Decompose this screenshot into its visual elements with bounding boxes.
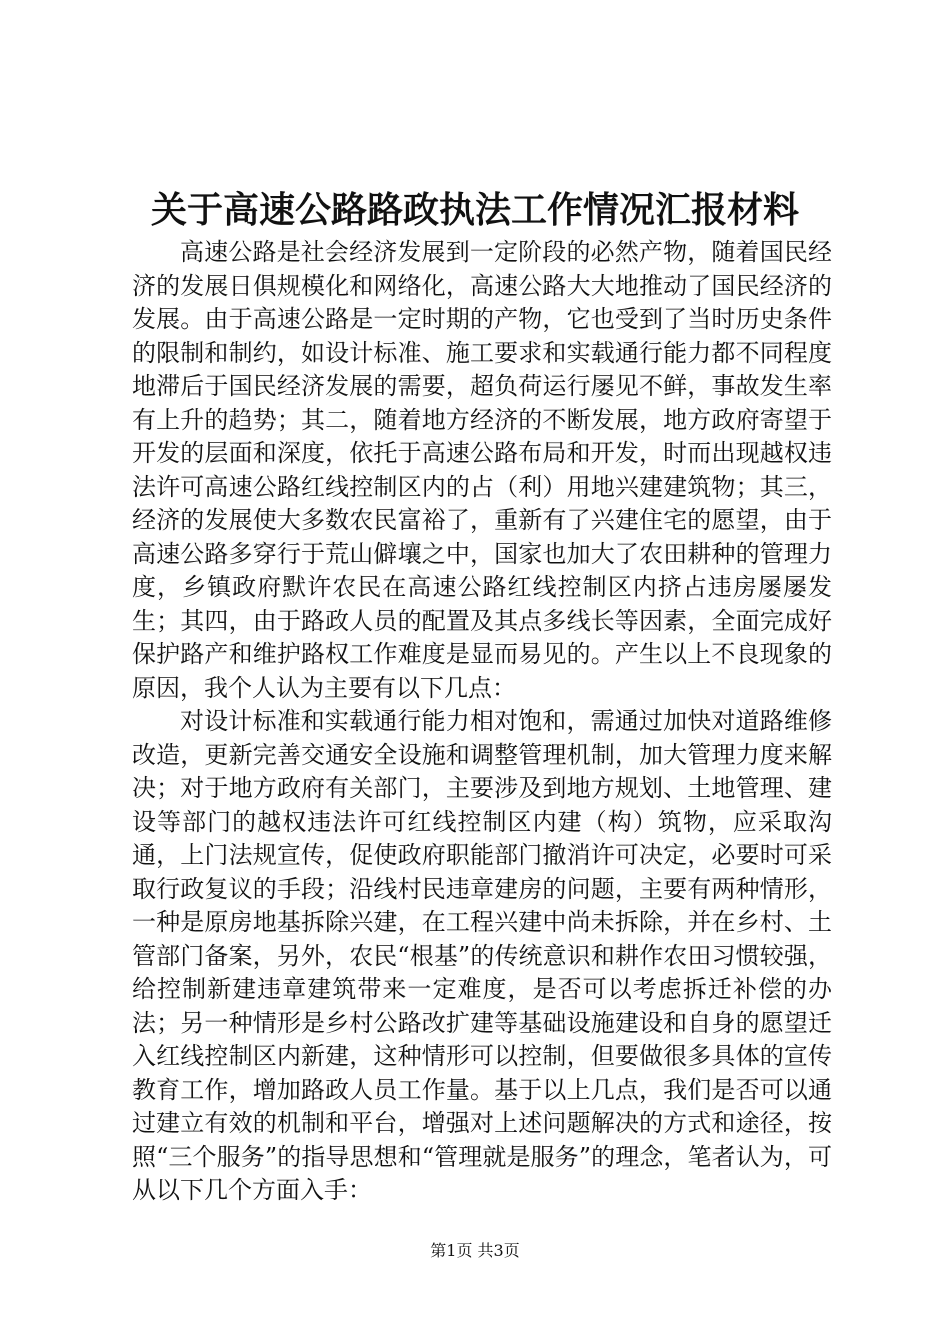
document-title: 关于高速公路路政执法工作情况汇报材料	[150, 189, 799, 231]
document-body	[132, 236, 832, 1208]
page-number-footer: 第1页 共3页	[430, 1241, 520, 1260]
paragraph-1: 高速公路是社会经济发展到一定阶段的必然产物，随着国民经济的发展日俱规模化和网络化，高速公路大大地推动了国民经济的发展。由于高速公路是一定时期的产物，它也受到了当时历史条件的限制和制约，如设计标准、施工要求和实载通行能力都不同程度地滞后于国民经济发展的需要，超负荷运行屡见不鲜，事故发生率有上升的趋势；其二，随着地方经济的不断发展，地方政府寄望于开发的层面和深度，依托于高速公路布局和开发，时而出现越权违法许可高速公路红线控制区内的占（利）用地兴建建筑物；其三，经济的发展使大多数农民富裕了，重新有了兴建住宅的愿望，由于高速公路多穿行于荒山僻壤之中，国家也加大了农田耕种的管理力度，乡镇政府默许农民在高速公路红线控制区内挤占违房屡屡发生；其四，由于路政人员的配置及其点多线长等因素，全面完成好保护路产和维护路权工作难度是显而易见的。产生以上不良现象的原因，我个人认为主要有以下几点：	[132, 238, 832, 702]
paragraph-2: 对设计标准和实载通行能力相对饱和，需通过加快对道路维修改造，更新完善交通安全设施和调整管理机制，加大管理力度来解决；对于地方政府有关部门，主要涉及到地方规划、土地管理、建设等部门的越权违法许可红线控制区内建（构）筑物，应采取沟通，上门法规宣传，促使政府职能部门撤消许可决定，必要时可采取行政复议的手段；沿线村民违章建房的问题，主要有两种情形，一种是原房地基拆除兴建，在工程兴建中尚未拆除，并在乡村、土管部门备案，另外，农民“根基”的传统意识和耕作农田习惯较强，给控制新建违章建筑带来一定难度，是否可以考虑拆迁补偿的办法；另一种情形是乡村公路改扩建等基础设施建设和自身的愿望迁入红线控制区内新建，这种情形可以控制，但要做很多具体的宣传教育工作，增加路政人员工作量。基于以上几点，我们是否可以通过建立有效的机制和平台，增强对上述问题解决的方式和途径，按照“三个服务”的指导思想和“管理就是服务”的理念，笔者认为，可从以下几个方面入手：	[132, 707, 832, 1204]
